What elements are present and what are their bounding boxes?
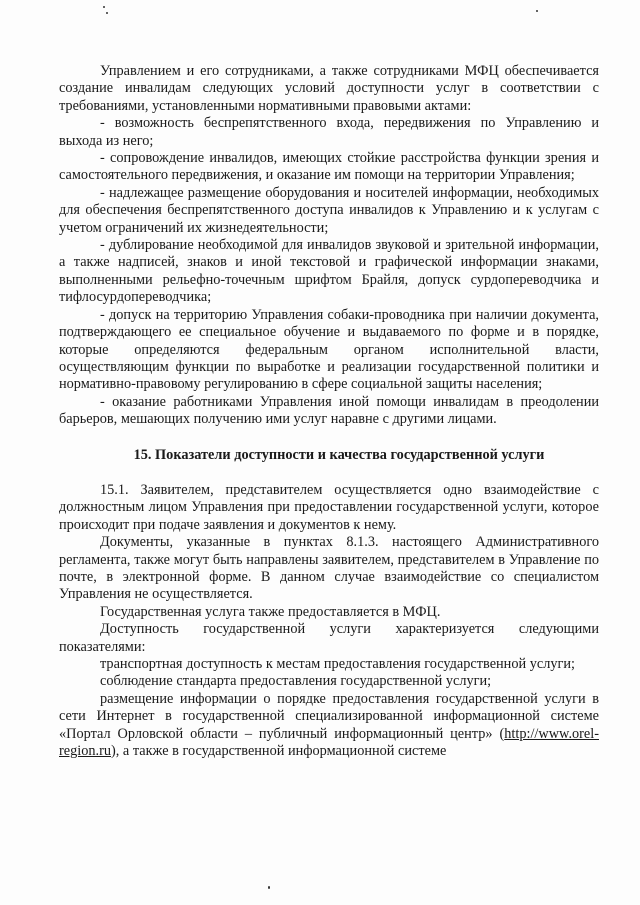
paragraph: Государственная услуга также предоставляется в МФЦ. (100, 603, 441, 620)
scan-speck (268, 886, 270, 889)
paragraph: соблюдение стандарта предоставления государственной услуги; (100, 673, 492, 690)
list-item: - надлежащее размещение оборудования и носителей информации, необходимых для обеспечения беспрепятственного доступа инвалидов к Управлению и к услугам с учетом ограничений их жизнедеятельности; (59, 184, 599, 236)
paragraph-text: ), а также в государственной информационной системе (111, 743, 447, 760)
paragraph: Доступность государственной услуги характеризуется следующими показателями: (59, 621, 599, 655)
list-item: - возможность беспрепятственного входа, передвижения по Управлению и выхода из него; (59, 115, 599, 149)
scan-speck (536, 10, 538, 12)
document-body (59, 63, 599, 760)
paragraph: 15.1. Заявителем, представителем осуществляется одно взаимодействие с должностным лицом Управления при предоставлении государственной услуги, которое происходит при подаче заявления и документов к нему. (59, 481, 599, 533)
list-item: - сопровождение инвалидов, имеющих стойкие расстройства функции зрения и самостоятельного передвижения, и оказание им помощи на территории Управления; (59, 150, 599, 184)
section-heading: 15. Показатели доступности и качества государственной услуги (133, 446, 545, 463)
list-item: - оказание работниками Управления иной помощи инвалидам в преодолении барьеров, мешающих получению ими услуг наравне с другими лицами. (59, 393, 599, 428)
paragraph-text: размещение информации о порядке предоставления государственной услуги в сети Интернет в государственной специализированной информационной системе «Портал Орловской области – публичный информационный центр» ( (59, 690, 599, 742)
paragraph: Документы, указанные в пунктах 8.1.3. настоящего Административного регламента, также могут быть направлены заявителем, представителем в Управление по почте, в электронной форме. В данном случае взаимодействие со специалистом Управления не осуществляется. (59, 534, 599, 603)
scan-speck (103, 6, 105, 8)
portal-link[interactable]: http://www.orel-region.ru (59, 725, 599, 760)
paragraph: Управлением и его сотрудниками, а также сотрудниками МФЦ обеспечивается создание инвалидам следующих условий доступности услуг в соответствии с требованиями, установленными нормативными правовыми актами: (59, 63, 599, 114)
paragraph: транспортная доступность к местам предоставления государственной услуги; (100, 656, 575, 672)
paragraph (59, 691, 599, 761)
scan-speck (106, 12, 108, 14)
list-item: - дублирование необходимой для инвалидов звуковой и зрительной информации, а также надписей, знаков и иной текстовой и графической информации знаками, выполненными рельефно-точечным шрифтом Брайля, допуск сурдопереводчика и тифлосурдопереводчика; (59, 237, 599, 306)
list-item: - допуск на территорию Управления собаки-проводника при наличии документа, подтверждающего ее специальное обучение и выдаваемого по форме и в порядке, которые определяются федеральным органом исполнительной власти, осуществляющим функции по выработке и реализации государственной политики и нормативно-правовому регулированию в сфере социальной защиты населения; (59, 306, 599, 393)
